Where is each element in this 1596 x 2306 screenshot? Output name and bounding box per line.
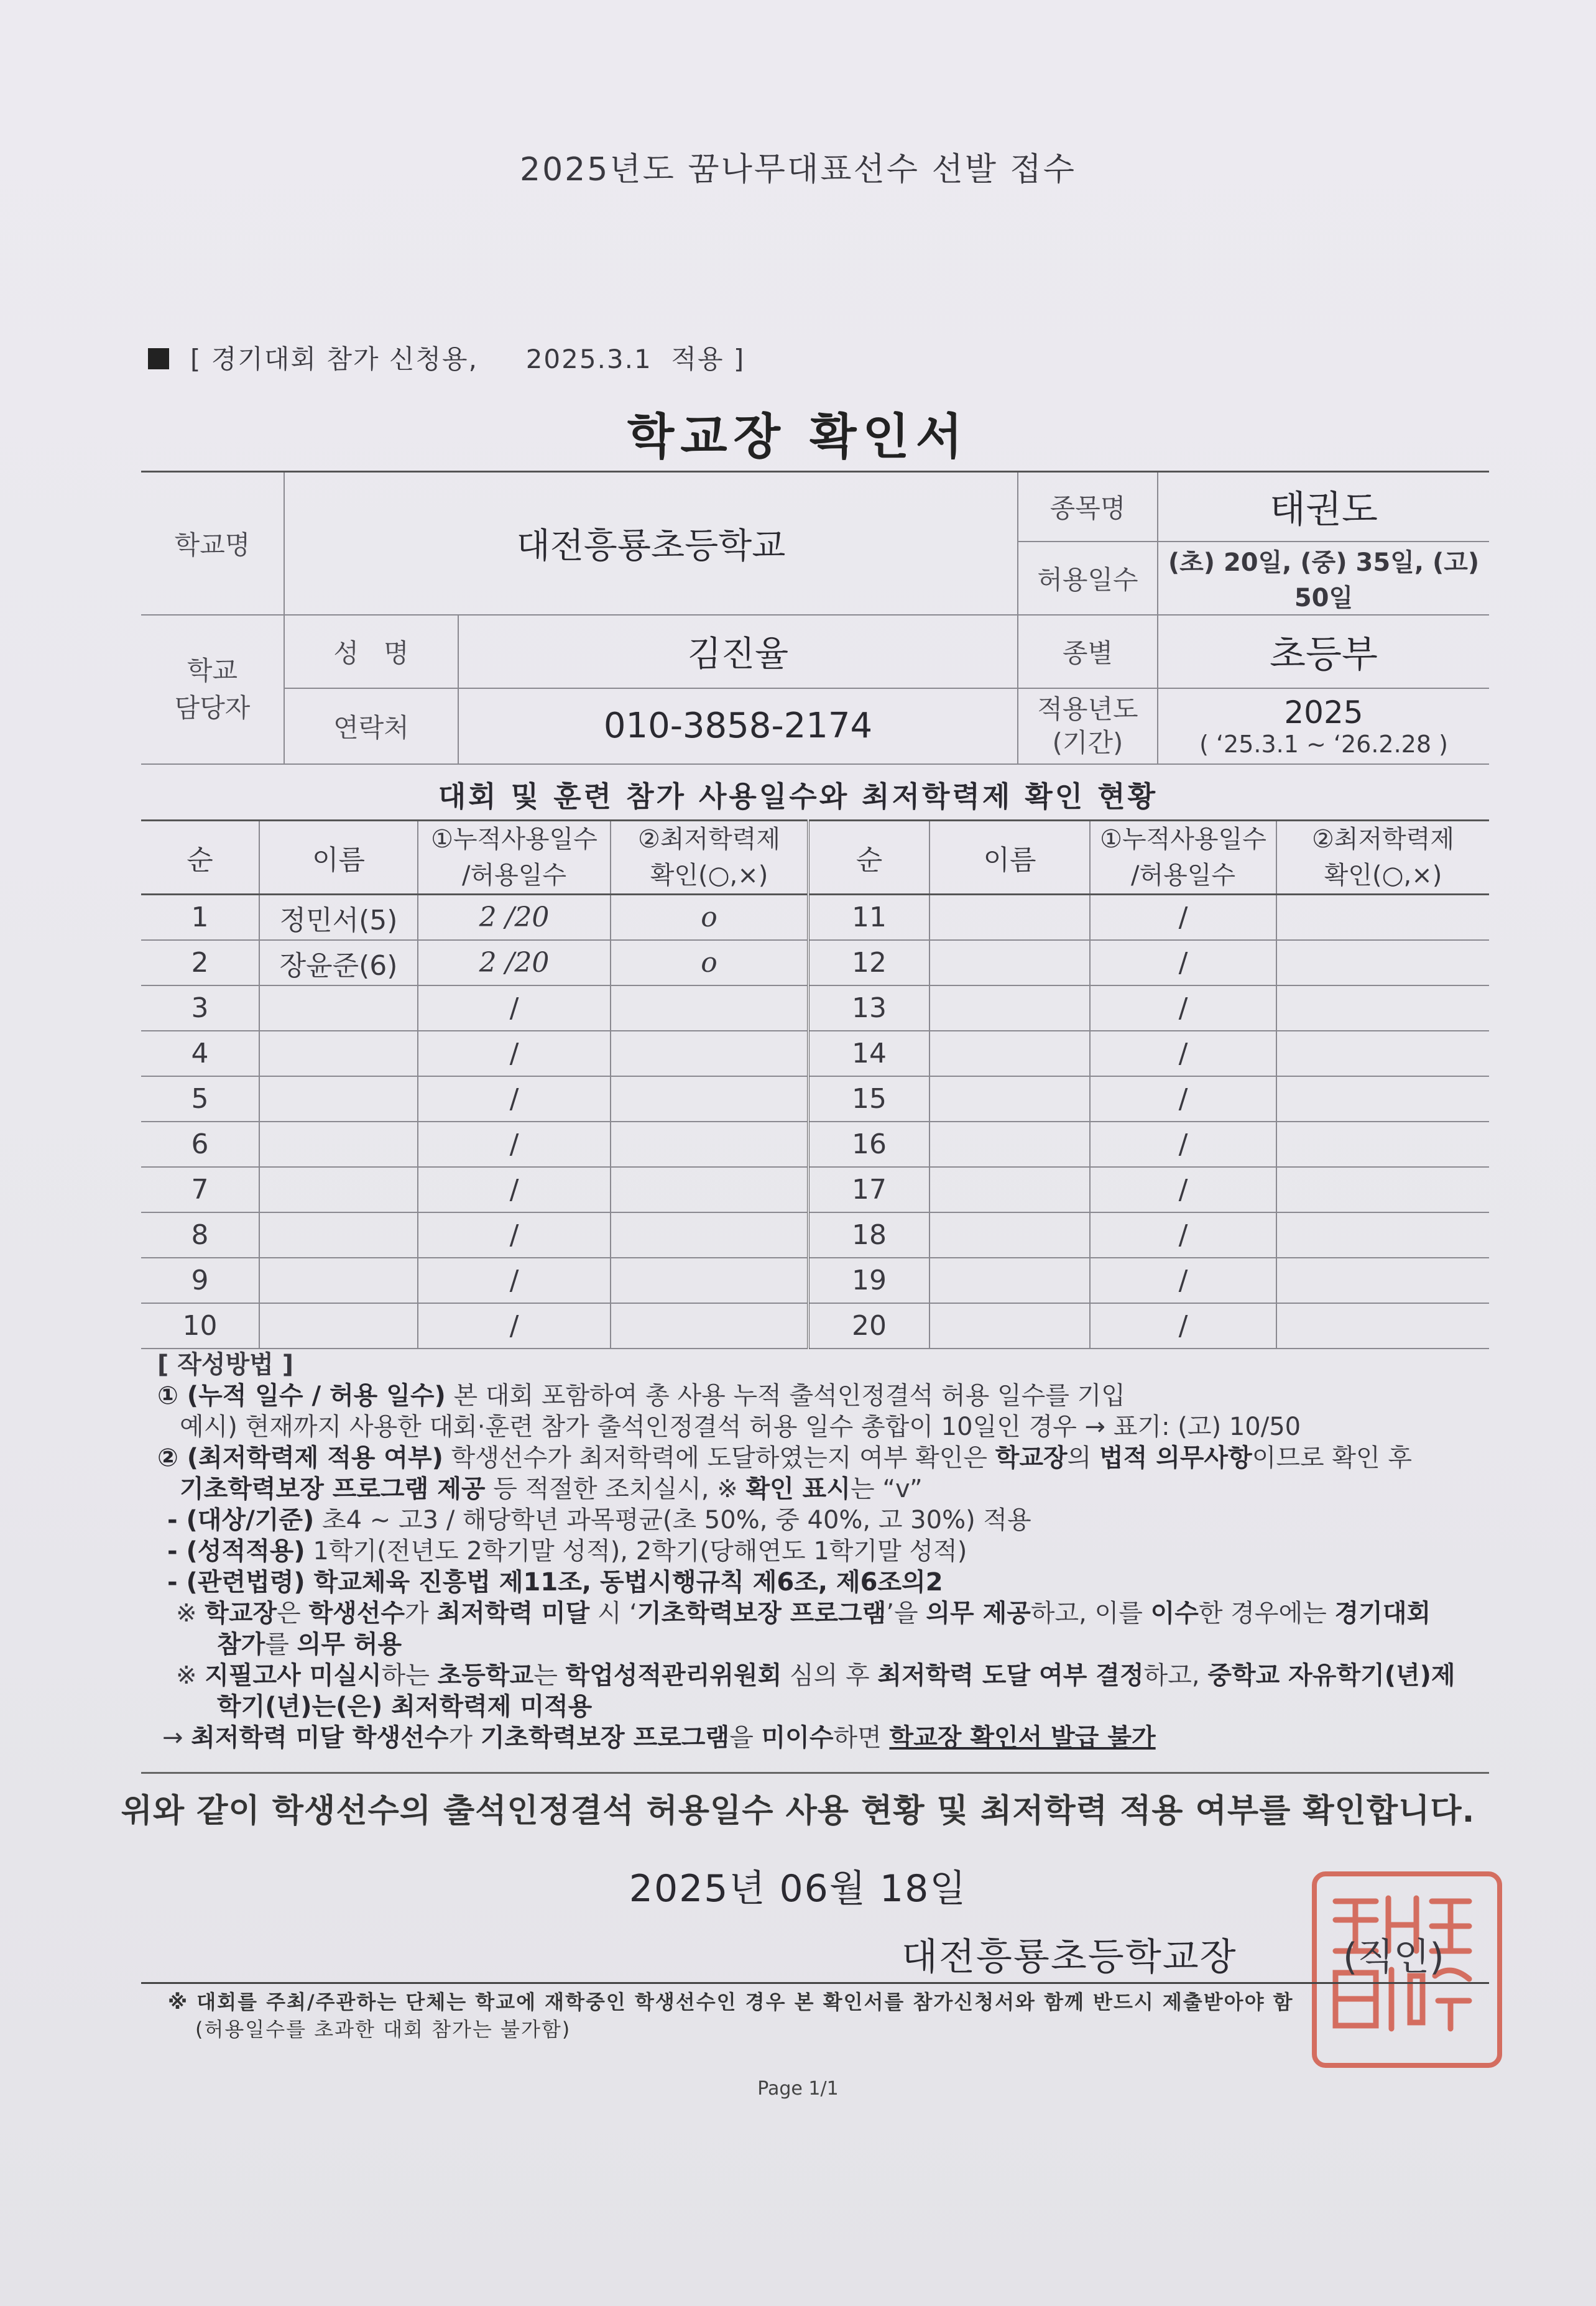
event-label: 종목명 xyxy=(1018,472,1158,542)
table-row xyxy=(141,985,1489,1031)
student-name-cell-right[interactable] xyxy=(929,985,1090,1031)
division-label: 종별 xyxy=(1018,615,1158,688)
top-title: 2025년도 꿈나무대표선수 선발 접수 xyxy=(520,151,1076,188)
table-row xyxy=(141,1212,1489,1258)
note-7-middle: 중학교 자유학기(년)제 xyxy=(1207,1661,1455,1690)
academic-check-cell-right[interactable] xyxy=(1276,1122,1489,1167)
footer-note xyxy=(168,1988,1294,2043)
confirm-statement: 위와 같이 학생선수의 출석인정결석 허용일수 사용 현황 및 최저학력 적용 여부를 확인합니다. xyxy=(121,1792,1475,1830)
days-used-cell[interactable]: / xyxy=(418,1076,611,1122)
note-6 xyxy=(157,1598,1494,1629)
header-tag xyxy=(148,339,745,376)
row-number-right: 18 xyxy=(808,1212,929,1258)
days-used-cell[interactable]: / xyxy=(418,1258,611,1303)
student-name-cell[interactable] xyxy=(259,1212,418,1258)
note-6-principal: 학교장 xyxy=(205,1599,277,1628)
student-name-cell[interactable] xyxy=(259,1031,418,1076)
row-number-right: 13 xyxy=(808,985,929,1031)
note-8-arrow: → xyxy=(162,1723,191,1752)
table-row xyxy=(141,1076,1489,1122)
note-4-text: 1학기(전년도 2학기말 성적), 2학기(당해연도 1학기말 성적) xyxy=(305,1537,967,1566)
note-1-text: 본 대회 포함하여 총 사용 누적 출석인정결석 허용 일수를 기입 xyxy=(445,1381,1125,1410)
student-name-cell-right[interactable] xyxy=(929,940,1090,985)
note-6-mark: ※ xyxy=(176,1599,205,1628)
days-used-cell-right[interactable]: / xyxy=(1090,1212,1276,1258)
note-4-key: - (성적적용) xyxy=(167,1537,305,1566)
table-row xyxy=(141,1258,1489,1303)
header-name-right: 이름 xyxy=(929,821,1090,895)
note-8-p2: 을 xyxy=(729,1723,762,1752)
note-2-program: 기초학력보장 프로그램 제공 xyxy=(180,1475,486,1503)
days-used-cell-right[interactable]: / xyxy=(1090,1167,1276,1212)
row-number: 2 xyxy=(141,940,259,985)
division-value: 초등부 xyxy=(1158,615,1489,688)
row-number-right: 14 xyxy=(808,1031,929,1076)
note-8-incomplete: 미이수 xyxy=(761,1723,834,1752)
note-8 xyxy=(157,1722,1494,1753)
days-used-cell[interactable]: 2 /20 xyxy=(418,895,611,941)
page-number: Page 1/1 xyxy=(757,2078,839,2100)
student-name-cell[interactable] xyxy=(259,1076,418,1122)
manager-label: 학교 담당자 xyxy=(141,615,284,764)
note-2-measure: 등 적절한 조치실시, ※ xyxy=(485,1475,746,1503)
days-used-cell-right[interactable]: / xyxy=(1090,1031,1276,1076)
row-number: 10 xyxy=(141,1303,259,1349)
student-name-cell-right[interactable] xyxy=(929,1076,1090,1122)
note-5-text: 학교체육 진흥법 제11조, 동법시행규칙 제6조, 제6조의2 xyxy=(305,1568,943,1597)
days-used-cell[interactable]: / xyxy=(418,1167,611,1212)
student-name-cell[interactable] xyxy=(259,1122,418,1167)
student-name-cell[interactable] xyxy=(259,1258,418,1303)
note-6-below: 최저학력 미달 xyxy=(436,1599,590,1628)
contact-label: 연락처 xyxy=(284,688,458,764)
apply-period-value: ( ‘25.3.1 ~ ‘26.2.28 ) xyxy=(1199,730,1448,758)
note-2-principal: 학교장 xyxy=(995,1444,1068,1472)
student-name-cell-right[interactable] xyxy=(929,1258,1090,1303)
contact-value: 010-3858-2174 xyxy=(458,688,1018,764)
note-6-p7: 를 xyxy=(265,1630,297,1659)
note-2-legal: 법적 의무사항 xyxy=(1099,1444,1252,1472)
academic-check-cell-right[interactable] xyxy=(1276,1031,1489,1076)
days-used-cell[interactable]: / xyxy=(418,1122,611,1167)
student-name-cell-right[interactable] xyxy=(929,1212,1090,1258)
days-used-cell-right[interactable]: / xyxy=(1090,1258,1276,1303)
academic-check-cell[interactable] xyxy=(611,1167,808,1212)
days-used-cell-right[interactable]: / xyxy=(1090,1303,1276,1349)
note-1-key: ① (누적 일수 / 허용 일수) xyxy=(157,1381,446,1410)
note-7-exempt: 학기(년)는(은) 최저학력제 미적용 xyxy=(217,1692,593,1721)
academic-check-cell-right[interactable] xyxy=(1276,895,1489,941)
header-days-right: ①누적사용일수 /허용일수 xyxy=(1090,821,1276,895)
note-2-after: 이므로 확인 후 xyxy=(1252,1444,1413,1472)
note-7-committee: 학업성적관리위원회 xyxy=(565,1661,782,1690)
allowed-days-value: (초) 20일, (중) 35일, (고) 50일 xyxy=(1158,542,1489,615)
table-row xyxy=(141,940,1489,985)
note-6-p5: 하고, 이를 xyxy=(1030,1599,1151,1628)
note-5-key: - (관련법령) xyxy=(167,1568,305,1597)
note-8-athlete: 최저학력 미달 학생선수 xyxy=(191,1723,449,1752)
note-2-text: 학생선수가 최저학력에 도달하였는지 여부 확인은 xyxy=(443,1444,995,1472)
note-6-p3: 시 ‘ xyxy=(589,1599,637,1628)
note-3-text: 초4 ~ 고3 / 해당학년 과목평균(초 50%, 중 40%, 고 30%) 적용 xyxy=(314,1506,1031,1534)
note-2-mark: 확인 표시 xyxy=(745,1475,851,1503)
note-3 xyxy=(157,1505,1494,1536)
row-number: 4 xyxy=(141,1031,259,1076)
row-number: 9 xyxy=(141,1258,259,1303)
note-3-key: - (대상/기준) xyxy=(167,1506,315,1534)
note-2-cont xyxy=(157,1474,1494,1505)
note-7-p4: 하고, xyxy=(1143,1661,1208,1690)
table-row xyxy=(141,1122,1489,1167)
square-bullet-icon xyxy=(148,348,169,369)
seal-label: (직인) xyxy=(1343,1935,1444,1979)
row-number: 8 xyxy=(141,1212,259,1258)
note-8-no-issue: 학교장 확인서 발급 불가 xyxy=(889,1723,1156,1752)
academic-check-cell[interactable]: o xyxy=(611,895,808,941)
note-8-p1: 가 xyxy=(448,1723,481,1752)
note-6-athlete: 학생선수 xyxy=(308,1599,405,1628)
academic-check-cell-right[interactable] xyxy=(1276,985,1489,1031)
days-used-cell-right[interactable]: / xyxy=(1090,1076,1276,1122)
footer-divider xyxy=(141,1982,1489,1984)
row-number-right: 15 xyxy=(808,1076,929,1122)
days-used-cell-right[interactable]: / xyxy=(1090,1122,1276,1167)
academic-check-cell[interactable] xyxy=(611,1031,808,1076)
note-7-p1: 하는 xyxy=(381,1661,438,1690)
school-value: 대전흥룡초등학교 xyxy=(284,472,1018,615)
note-7 xyxy=(157,1660,1494,1691)
header-no: 순 xyxy=(141,821,259,895)
issue-date: 2025년 06월 18일 xyxy=(629,1867,967,1911)
participation-rows xyxy=(141,895,1489,1349)
student-name-cell-right[interactable] xyxy=(929,1031,1090,1076)
event-value: 태권도 xyxy=(1158,472,1489,542)
row-number-right: 12 xyxy=(808,940,929,985)
note-8-p3: 하면 xyxy=(833,1723,890,1752)
note-7-elementary: 초등학교 xyxy=(437,1661,534,1690)
academic-check-cell-right[interactable] xyxy=(1276,1167,1489,1212)
days-used-cell-right[interactable]: / xyxy=(1090,940,1276,985)
header-academic-right: ②최저학력제 확인(○,×) xyxy=(1276,821,1489,895)
academic-check-cell[interactable] xyxy=(611,1076,808,1122)
note-2-mark-value: 는 “v” xyxy=(850,1475,923,1503)
table-row xyxy=(141,1167,1489,1212)
note-1-example: 예시) 현재까지 사용한 대회·훈련 참가 출석인정결석 허용 일수 총합이 10일인 경우 → 표기: (고) 10/50 xyxy=(180,1413,1301,1441)
notes-divider xyxy=(141,1772,1489,1774)
student-name-cell-right[interactable] xyxy=(929,1303,1090,1349)
note-6-allow: 의무 허용 xyxy=(297,1630,402,1659)
table-row xyxy=(141,1303,1489,1349)
row-number: 1 xyxy=(141,895,259,941)
student-name-cell[interactable] xyxy=(259,985,418,1031)
student-name-cell[interactable]: 정민서(5) xyxy=(259,895,418,941)
note-1 xyxy=(157,1380,1494,1411)
note-7-noexam: 지필고사 미실시 xyxy=(205,1661,382,1690)
academic-check-cell[interactable] xyxy=(611,1212,808,1258)
days-used-cell-right[interactable]: / xyxy=(1090,985,1276,1031)
row-number-right: 19 xyxy=(808,1258,929,1303)
footer-note-line-1: ※ 대회를 주최/주관하는 단체는 학교에 재학중인 학생선수인 경우 본 확인서를 참가신청서와 함께 반드시 제출받아야 함 xyxy=(168,1990,1294,2014)
note-6-complete: 이수 xyxy=(1150,1599,1199,1628)
academic-check-cell-right[interactable] xyxy=(1276,1212,1489,1258)
note-5 xyxy=(157,1567,1494,1598)
student-name-cell-right[interactable] xyxy=(929,895,1090,941)
header-name: 이름 xyxy=(259,821,418,895)
writing-instructions xyxy=(157,1349,1494,1753)
student-name-cell-right[interactable] xyxy=(929,1167,1090,1212)
days-used-cell-right[interactable]: / xyxy=(1090,895,1276,941)
note-7-cont xyxy=(157,1691,1494,1722)
row-number: 6 xyxy=(141,1122,259,1167)
note-2 xyxy=(157,1442,1494,1474)
days-used-cell[interactable]: 2 /20 xyxy=(418,940,611,985)
note-6-p4: ’을 xyxy=(886,1599,926,1628)
note-8-program: 기초학력보장 프로그램 xyxy=(480,1723,730,1752)
row-number-right: 17 xyxy=(808,1167,929,1212)
table-row xyxy=(141,1031,1489,1076)
row-number: 7 xyxy=(141,1167,259,1212)
school-head: 대전흥룡초등학교장 xyxy=(902,1935,1237,1979)
main-title: 학교장 확인서 xyxy=(627,409,969,465)
days-used-cell[interactable]: / xyxy=(418,985,611,1031)
info-table xyxy=(141,471,1489,765)
row-number-right: 20 xyxy=(808,1303,929,1349)
section-title: 대회 및 훈련 참가 사용일수와 최저학력제 확인 현황 xyxy=(438,780,1158,813)
footer-note-line-2: (허용일수를 초과한 대회 참가는 불가함) xyxy=(195,2018,571,2041)
note-2-of: 의 xyxy=(1067,1444,1099,1472)
note-6-cont xyxy=(157,1629,1494,1660)
table-row xyxy=(141,895,1489,941)
student-name-cell[interactable]: 장윤준(6) xyxy=(259,940,418,985)
name-label: 성 명 xyxy=(284,615,458,688)
participation-table xyxy=(141,819,1489,1349)
note-6-p6: 한 경우에는 xyxy=(1198,1599,1335,1628)
header-tag-text: [ 경기대회 참가 신청용, 2025.3.1 적용 ] xyxy=(190,344,745,374)
academic-check-cell[interactable] xyxy=(611,1122,808,1167)
academic-check-cell[interactable] xyxy=(611,1258,808,1303)
academic-check-cell-right[interactable] xyxy=(1276,1258,1489,1303)
apply-year-cell xyxy=(1158,688,1489,764)
academic-check-cell-right[interactable] xyxy=(1276,1303,1489,1349)
academic-check-cell-right[interactable] xyxy=(1276,940,1489,985)
student-name-cell-right[interactable] xyxy=(929,1122,1090,1167)
row-number: 3 xyxy=(141,985,259,1031)
row-number: 5 xyxy=(141,1076,259,1122)
note-7-p2: 는 xyxy=(533,1661,566,1690)
apply-year-label: 적용년도 (기간) xyxy=(1018,688,1158,764)
note-7-mark: ※ xyxy=(176,1661,205,1690)
note-6-p2: 가 xyxy=(405,1599,437,1628)
note-7-p3: 심의 후 xyxy=(782,1661,878,1690)
academic-check-cell[interactable] xyxy=(611,1303,808,1349)
note-4 xyxy=(157,1536,1494,1567)
allowed-days-label: 허용일수 xyxy=(1018,542,1158,615)
note-6-participate: 참가 xyxy=(217,1630,265,1659)
name-value: 김진율 xyxy=(458,615,1018,688)
notes-title: [ 작성방법 ] xyxy=(157,1350,293,1379)
apply-year-value: 2025 xyxy=(1284,694,1363,731)
row-number-right: 16 xyxy=(808,1122,929,1167)
days-used-cell[interactable]: / xyxy=(418,1212,611,1258)
academic-check-cell[interactable]: o xyxy=(611,940,808,985)
note-6-competition: 경기대회 xyxy=(1334,1599,1431,1628)
note-7-decide: 최저학력 도달 여부 결정 xyxy=(877,1661,1144,1690)
note-2-key: ② (최저학력제 적용 여부) xyxy=(157,1444,443,1472)
student-name-cell[interactable] xyxy=(259,1303,418,1349)
header-academic: ②최저학력제 확인(○,×) xyxy=(611,821,808,895)
student-name-cell[interactable] xyxy=(259,1167,418,1212)
school-label: 학교명 xyxy=(141,472,284,615)
academic-check-cell-right[interactable] xyxy=(1276,1076,1489,1122)
academic-check-cell[interactable] xyxy=(611,985,808,1031)
row-number-right: 11 xyxy=(808,895,929,941)
header-no-right: 순 xyxy=(808,821,929,895)
days-used-cell[interactable]: / xyxy=(418,1031,611,1076)
days-used-cell[interactable]: / xyxy=(418,1303,611,1349)
note-6-p1: 은 xyxy=(277,1599,309,1628)
note-6-program: 기초학력보장 프로그램 xyxy=(637,1599,887,1628)
header-days: ①누적사용일수 /허용일수 xyxy=(418,821,611,895)
note-6-provide: 의무 제공 xyxy=(926,1599,1031,1628)
